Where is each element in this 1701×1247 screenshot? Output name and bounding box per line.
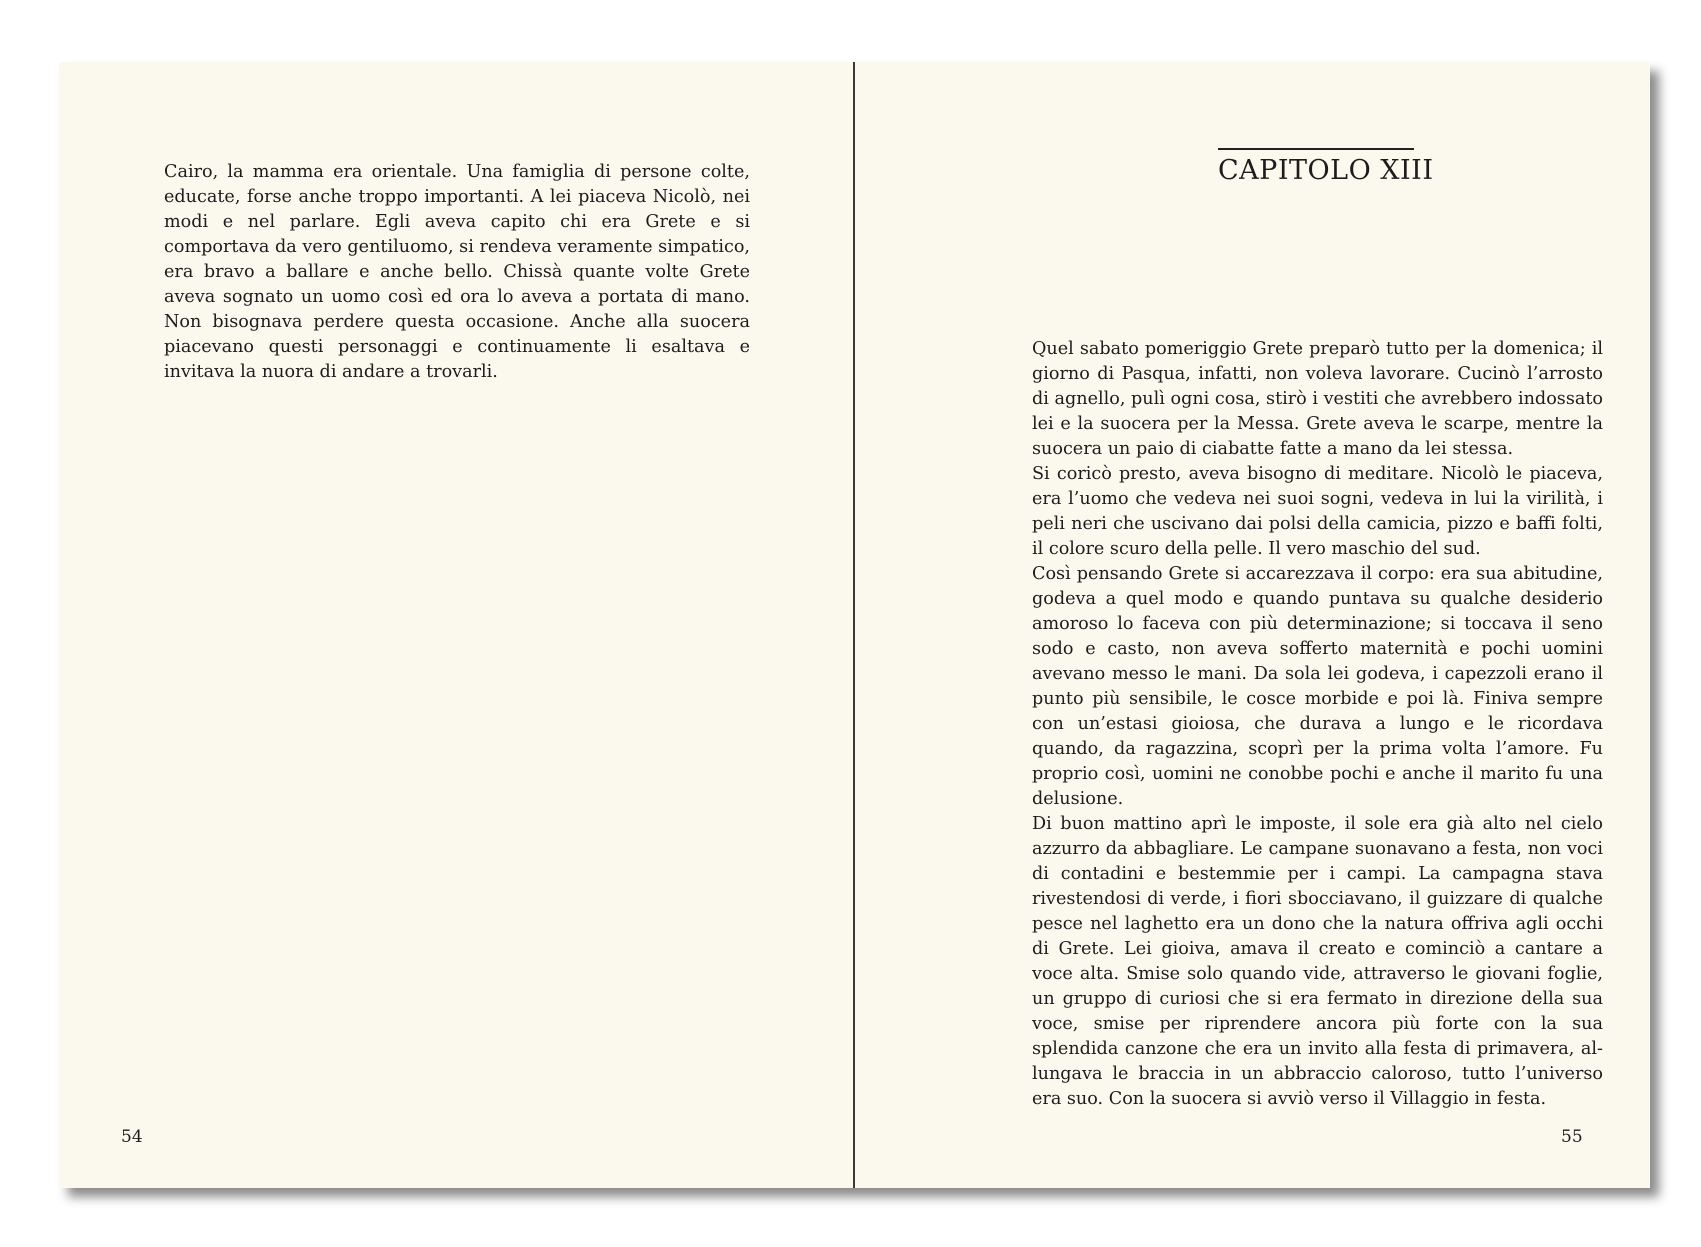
left-page-text	[164, 160, 750, 385]
left-page	[59, 62, 853, 1188]
paragraph: Di buon mattino aprì le imposte, il sole era già alto nel cielo azzurro da abbagliare. Le campane suonavano a festa, non voci di contadini e bestemmie per i campi. La campagna stava rivestendosi di verde, i fiori sbocciavano, il guizzare di qualche pesce nel laghetto era un dono che la natura offriva agli occhi di Grete. Lei gioiva, amava il creato e cominciò a cantare a voce alta. Smise solo quando vide, attraverso le giovani foglie, un gruppo di curiosi che si era fermato in direzione della sua voce, smise per riprendere ancora più forte con la sua splendida canzone che era un invito alla festa di primavera, allungava le braccia in un abbraccio caloroso, tutto l’universo era suo. Con la suocera si avviò verso il Villaggio in festa.	[1032, 814, 1603, 1109]
book-spread	[59, 62, 1650, 1188]
right-page-text	[1032, 337, 1603, 1112]
paragraph: Cairo, la mamma era orientale. Una famiglia di persone colte, educate, forse anche troppo importanti. A lei piaceva Nicolò, nei modi e nel parlare. Egli aveva capito chi era Grete e si comportava da vero gentiluomo, si rendeva veramente simpatico, era bravo a ballare e anche bello. Chissà quante volte Grete aveva sognato un uomo così ed ora lo aveva a portata di mano. Non bisognava perdere questa occasione. Anche alla suocera piacevano questi personaggi e continuamente li esaltava e invitava la nuora di andare a trovarli.	[164, 162, 750, 382]
page-number-left: 54	[121, 1127, 143, 1147]
chapter-title: CAPITOLO XIII	[1218, 148, 1414, 186]
paragraph: Così pensando Grete si accarezzava il corpo: era sua abitudine, godeva a quel modo e quando puntava su qualche desiderio amoroso lo faceva con più determinazione; si toccava il seno sodo e casto, non aveva sofferto maternità e pochi uomini avevano messo le mani. Da sola lei godeva, i capezzoli erano il punto più sensibile, le cosce morbide e poi là. Finiva sempre con un’estasi gioiosa, che durava a lungo e le ricordava quando, da ragazzina, scoprì per la prima volta l’amore. Fu proprio così, uomini ne conobbe pochi e anche il marito fu una delusione.	[1032, 564, 1603, 809]
paragraph: Quel sabato pomeriggio Grete preparò tutto per la domenica; il giorno di Pasqua, infatti, non voleva lavorare. Cucinò l’arrosto di agnello, pulì ogni cosa, stirò i vestiti che avrebbero indossato lei e la suocera per la Messa. Grete aveva le scarpe, mentre la suocera un paio di ciabatte fatte a mano da lei stessa.	[1032, 339, 1603, 459]
paragraph: Si coricò presto, aveva bisogno di meditare. Nicolò le piaceva, era l’uomo che vedeva nei suoi sogni, vedeva in lui la virilità, i peli neri che uscivano dai polsi della camicia, pizzo e baffi folti, il colore scuro della pelle. Il vero maschio del sud.	[1032, 464, 1603, 559]
right-page	[855, 62, 1650, 1188]
page-number-right: 55	[1561, 1127, 1583, 1147]
